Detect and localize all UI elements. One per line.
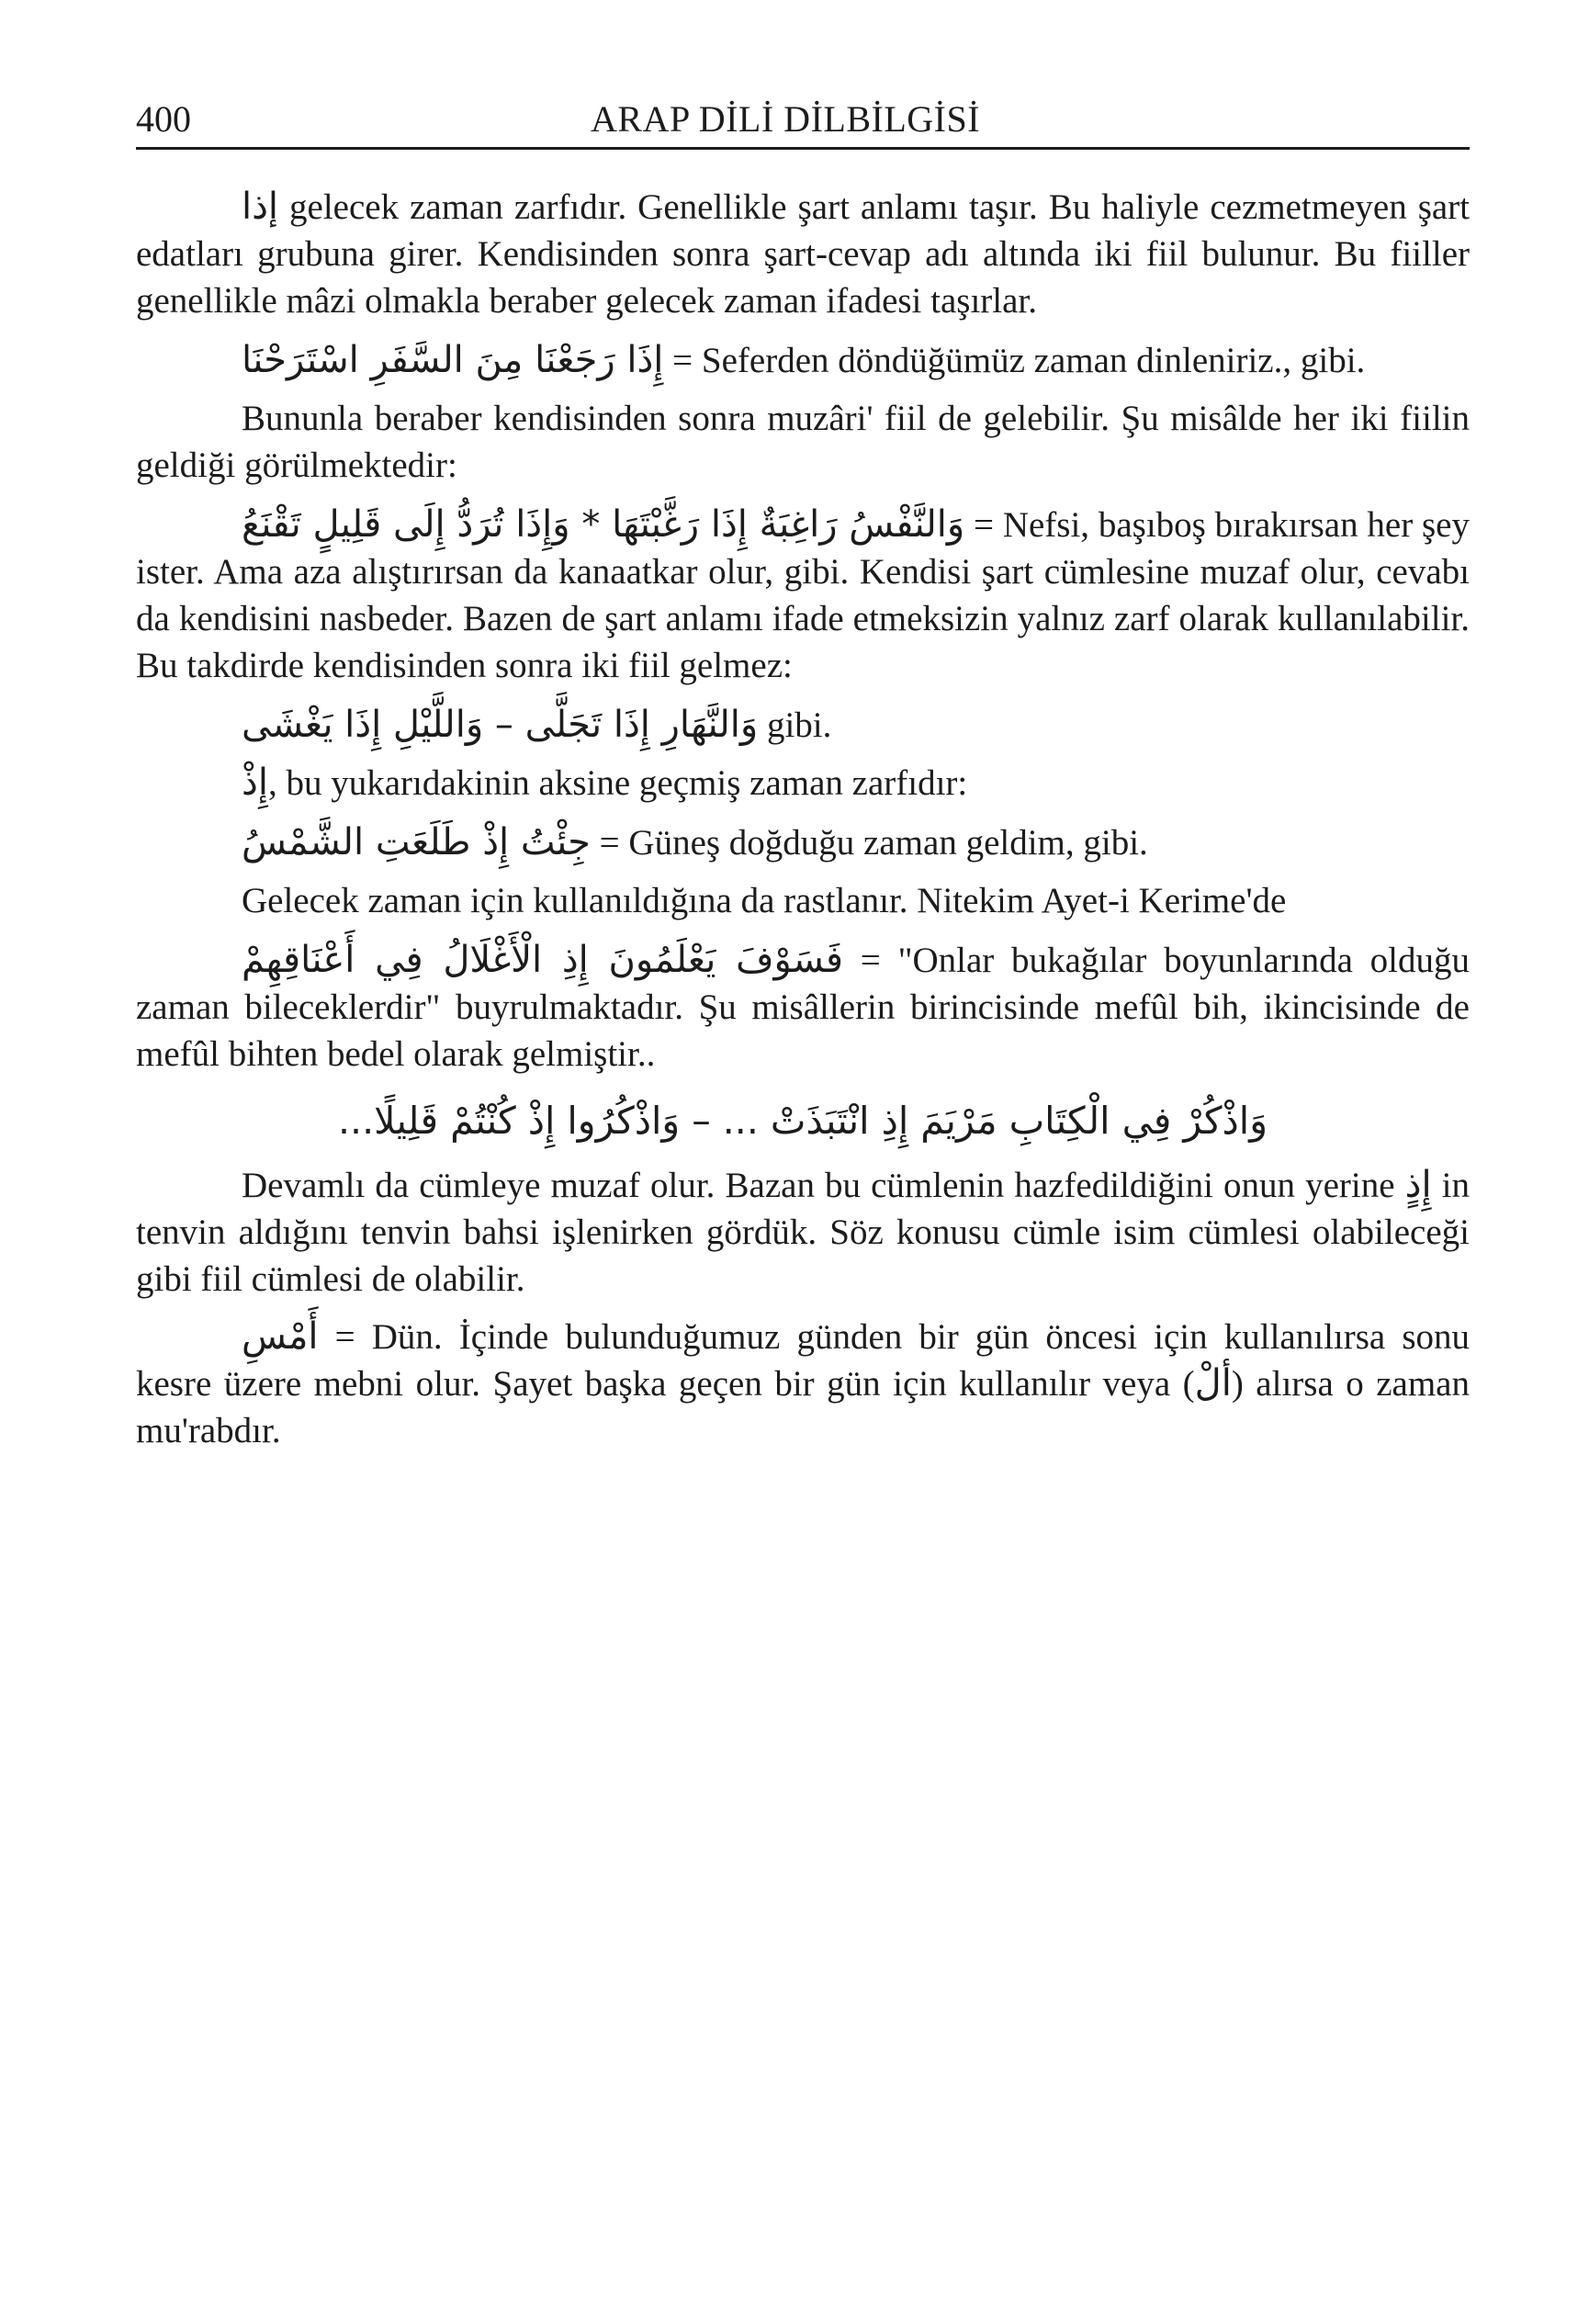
paragraph-1: [136, 184, 1470, 324]
example-3: [136, 702, 1470, 749]
example-4: [136, 819, 1470, 866]
paragraph-text: Gelecek zaman için kullanıldığına da rastlanır. Nitekim Ayet-i Kerime'de: [242, 881, 1287, 920]
paragraph-text: , bu yukarıdakinin aksine geçmiş zaman zarfıdır:: [267, 763, 968, 803]
page-header: [136, 92, 1470, 150]
example-translation: = "Onlar bukağılar boyunlarında olduğu zaman bileceklerdir" buyrulmaktadır. Şu misâllerin birincisinde mefûl bih, ikincisinde de mefûl bihten bedel olarak gelmiştir..: [136, 941, 1470, 1074]
arabic-example: جِئْتُ إِذْ طَلَعَتِ الشَّمْسُ: [242, 821, 591, 863]
running-title: ARAP DİLİ DİLBİLGİSİ: [591, 98, 981, 140]
paragraph-text: ) alırsa o zaman mu'rabdır.: [136, 1364, 1470, 1450]
paragraph-5: [136, 1162, 1470, 1303]
example-5: [136, 937, 1470, 1077]
arabic-example: فَسَوْفَ يَعْلَمُونَ إِذِ الْأَغْلَالُ فِي أَعْنَاقِهِمْ: [242, 939, 844, 981]
arabic-term: ألْ: [1194, 1362, 1232, 1405]
paragraph-text: Devamlı da cümleye muzaf olur. Bazan bu cümlenin hazfedildiğini onun yerine: [242, 1166, 1405, 1205]
arabic-term: إِذٍ: [1404, 1164, 1432, 1206]
arabic-term: إذا: [242, 186, 279, 228]
arabic-example: وَالنَّهَارِ إِذَا تَجَلَّى – وَاللَّيْلِ إِذَا يَغْشَى: [242, 704, 759, 746]
arabic-term: إِذْ: [242, 762, 268, 804]
arabic-example: إِذَا رَجَعْنَا مِنَ السَّفَرِ اسْتَرَحْنَا: [242, 339, 664, 381]
arabic-example: وَالنَّفْسُ رَاغِبَةٌ إِذَا رَغَّبْتَهَا * وَإِذَا تُرَدُّ إِلَى قَلِيلٍ تَقْنَعُ: [242, 503, 965, 546]
arabic-term: أَمْسِ: [242, 1315, 319, 1358]
paragraph-4: [136, 877, 1470, 924]
page-number: 400: [136, 98, 191, 140]
arabic-example-6: وَاذْكُرْ فِي الْكِتَابِ مَرْيَمَ إِذِ انْتَبَذَتْ ... – وَاذْكُرُوا إِذْ كُنْتُمْ قَلِيلًا...: [338, 1099, 1268, 1143]
example-translation: = Nefsi, başıboş bırakırsan her şey ister. Ama aza alıştırırsan da kanaatkar olur, gibi. Kendisi şart cümlesine muzaf olur, cevabı da kendisini nasbeder. Bazen de şart anlamı ifade etmeksizin yalnız zarf olarak kullanılabilir. Bu takdirde kendisinden sonra iki fiil gelmez:: [136, 505, 1470, 685]
paragraph-2: [136, 395, 1470, 489]
paragraph-3: [136, 760, 1470, 807]
example-translation: = Seferden döndüğümüz zaman dinleniriz., gibi.: [663, 341, 1366, 380]
example-translation: gibi.: [758, 705, 832, 745]
example-1: [136, 337, 1470, 384]
example-2: [136, 502, 1470, 689]
paragraph-text: in tenvin aldığını tenvin bahsi işlenirken gördük. Söz konusu cümle isim cümlesi olabileceği gibi fiil cümlesi de olabilir.: [136, 1166, 1470, 1299]
paragraph-text: Bununla beraber kendisinden sonra muzâri' fiil de gelebilir. Şu misâlde her iki fiilin geldiği görülmektedir:: [136, 399, 1470, 485]
example-translation: = Güneş doğduğu zaman geldim, gibi.: [590, 823, 1148, 863]
page-body: [136, 184, 1470, 1465]
paragraph-text: = Dün. İçinde bulunduğumuz günden bir gün öncesi için kullanılırsa sonu kesre üzere mebni olur. Şayet başka geçen bir gün için kullanılır veya (: [136, 1317, 1470, 1404]
paragraph-text: gelecek zaman zarfıdır. Genellikle şart anlamı taşır. Bu haliyle cezmetmeyen şart edatları grubuna girer. Kendisinden sonra şart-cevap adı altında iki fiil bulunur. Bu fiiller genellikle mâzi olmakla beraber gelecek zaman ifadesi taşırlar.: [136, 187, 1470, 321]
paragraph-6: [136, 1314, 1470, 1454]
